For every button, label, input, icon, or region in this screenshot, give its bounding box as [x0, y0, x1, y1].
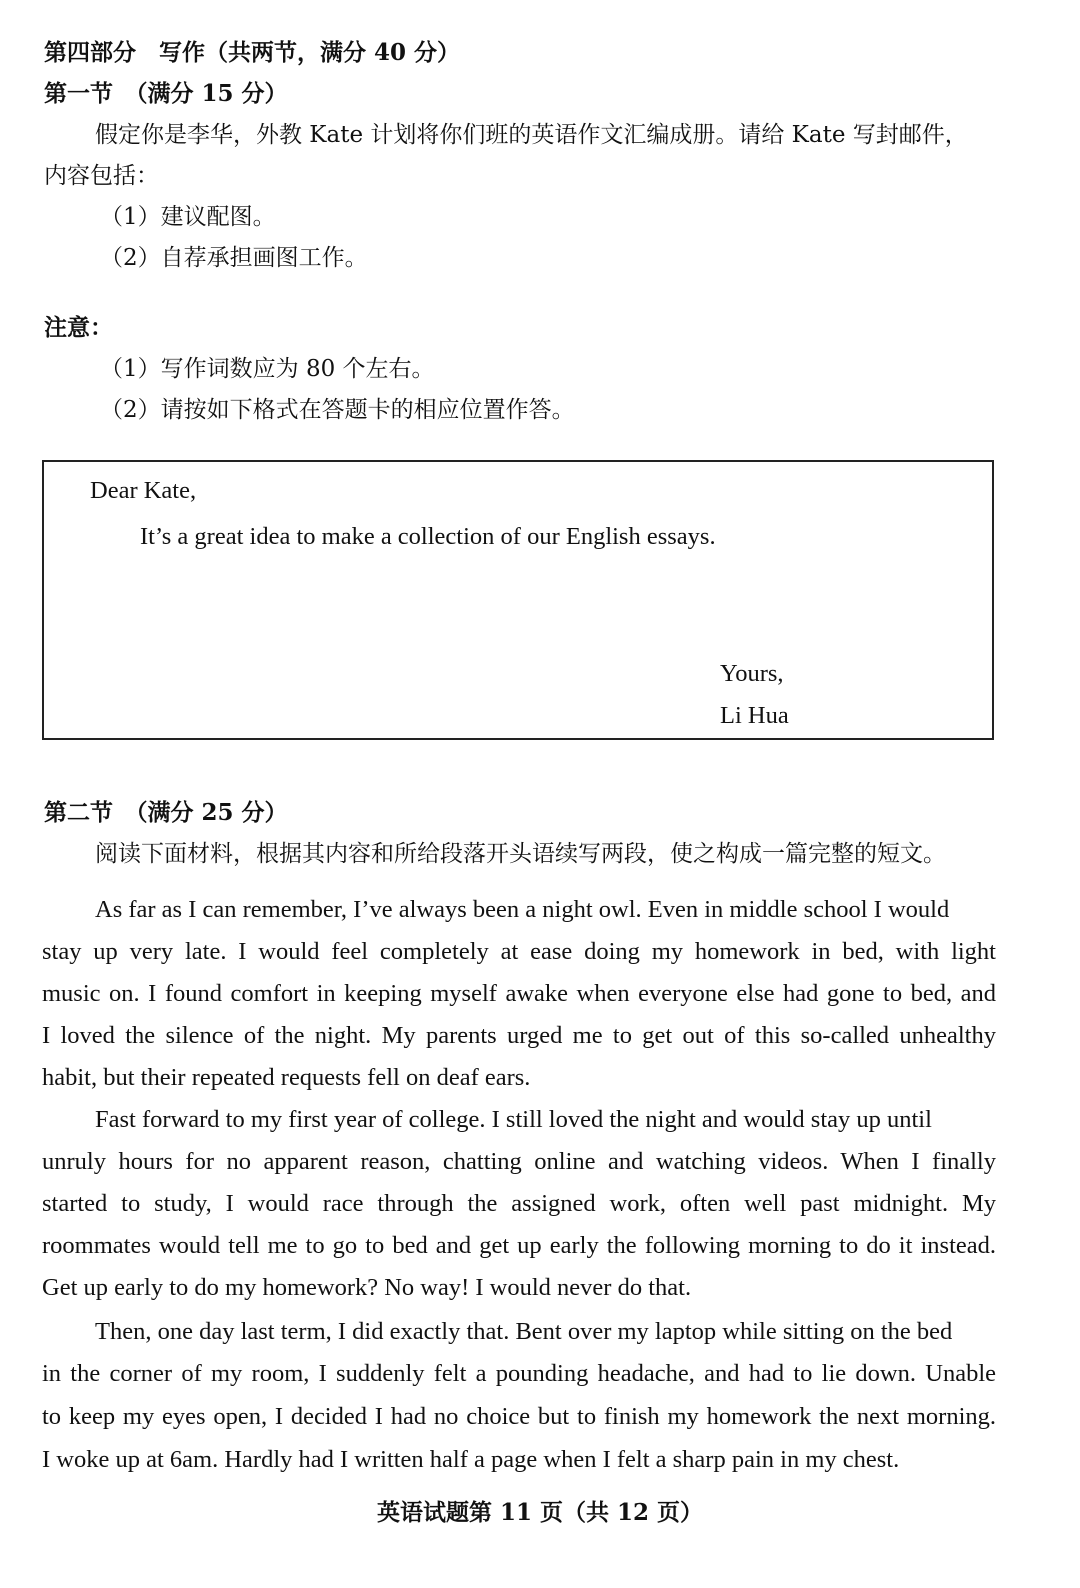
- notes-label: 注意：: [44, 314, 113, 341]
- passage-line: music on. I found comfort in keeping myself awake when everyone else had gone to bed, and: [42, 980, 996, 1007]
- passage-line: roommates would tell me to go to bed and get up early the following morning to do it instead.: [42, 1232, 996, 1259]
- section1-heading: 第一节 （满分 15 分）: [44, 80, 288, 107]
- letter-opening: It’s a great idea to make a collection of our English essays.: [140, 523, 716, 550]
- passage-line: started to study, I would race through the assigned work, often well past midnight. My: [42, 1190, 996, 1217]
- note-item-2: （2）请按如下格式在答题卡的相应位置作答。: [100, 397, 575, 423]
- passage-line: unruly hours for no apparent reason, chatting online and watching videos. When I finally: [42, 1148, 996, 1175]
- part-heading: 第四部分 写作（共两节，满分 40 分）: [44, 39, 461, 66]
- passage-line: stay up very late. I would feel completely at ease doing my homework in bed, with light: [42, 938, 996, 965]
- note-item-1: （1）写作词数应为 80 个左右。: [100, 356, 435, 382]
- passage-line: habit, but their repeated requests fell on deaf ears.: [42, 1064, 531, 1091]
- passage-line: Then, one day last term, I did exactly that. Bent over my laptop while sitting on the bed: [95, 1318, 953, 1345]
- passage-line: Get up early to do my homework? No way! I would never do that.: [42, 1274, 692, 1301]
- letter-signature: Li Hua: [720, 702, 789, 729]
- section1-prompt-line2: 内容包括：: [44, 163, 159, 189]
- passage-line: I woke up at 6am. Hardly had I written half a page when I felt a sharp pain in my chest.: [42, 1446, 900, 1473]
- content-item-2: （2）自荐承担画图工作。: [100, 245, 368, 271]
- passage-line: I loved the silence of the night. My parents urged me to get out of this so-called unhealthy: [42, 1022, 996, 1049]
- section1-prompt-line1: 假定你是李华，外教 Kate 计划将你们班的英语作文汇编成册。请给 Kate 写封邮件，: [95, 122, 968, 148]
- content-item-1: （1）建议配图。: [100, 204, 276, 230]
- page-footer: 英语试题第 11 页（共 12 页）: [376, 1499, 704, 1526]
- passage-line: to keep my eyes open, I decided I had no choice but to finish my homework the next morning.: [42, 1403, 996, 1430]
- passage-line: Fast forward to my first year of college. I still loved the night and would stay up until: [95, 1106, 932, 1133]
- letter-closing: Yours,: [720, 660, 784, 687]
- section2-heading: 第二节 （满分 25 分）: [44, 799, 288, 826]
- passage-line: As far as I can remember, I’ve always been a night owl. Even in middle school I would: [95, 896, 950, 923]
- section2-instruction: 阅读下面材料，根据其内容和所给段落开头语续写两段，使之构成一篇完整的短文。: [95, 841, 946, 867]
- letter-salutation: Dear Kate,: [90, 477, 197, 504]
- passage-line: in the corner of my room, I suddenly felt a pounding headache, and had to lie down. Unable: [42, 1360, 996, 1387]
